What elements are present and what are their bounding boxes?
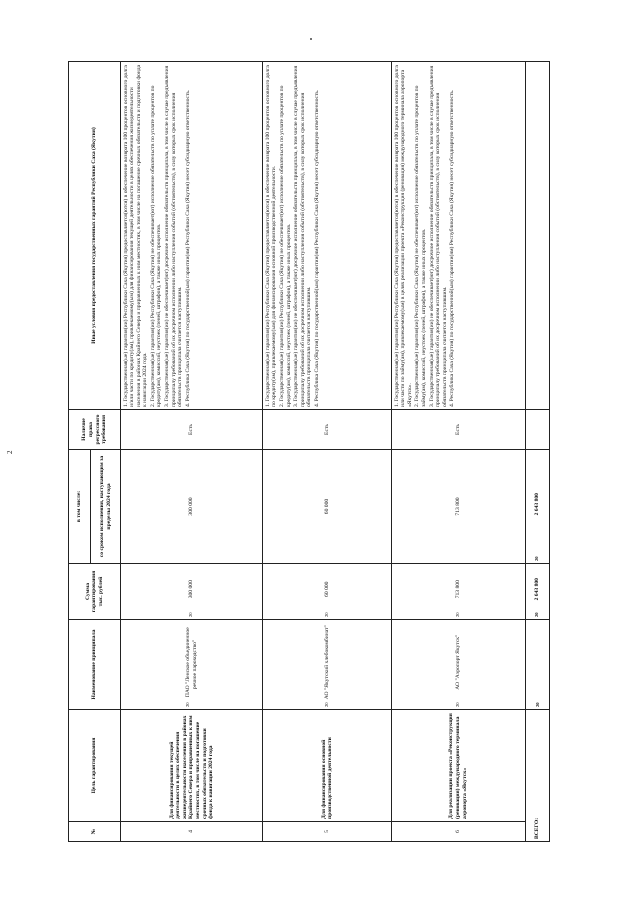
header-principal: Наименование принципала [69, 620, 121, 710]
table-row [121, 62, 263, 842]
total-row [525, 62, 549, 842]
row-sum-text: 60 000 [323, 581, 330, 597]
guarantees-table [68, 61, 550, 842]
row-regress: Есть [392, 410, 525, 450]
total-principal [525, 620, 549, 710]
row-conditions [263, 62, 392, 410]
row-sum [392, 564, 525, 620]
row-mark: 20 [455, 702, 461, 707]
header-num: № [69, 822, 121, 842]
total-label: ВСЕГО: [525, 710, 549, 842]
total-sum [525, 564, 549, 620]
condition-line: 4. Республика Саха (Якутия) по государственной(ым) гарантии(ям) Республики Саха (Якутия) несет субсидиарную ответственность. [449, 89, 456, 407]
condition-line: 1. Государственная(ые) гарантия(ии) Республики Саха (Якутия) предоставляется(ются) в обеспечение возврата 100 процентов основного долга или части по займу(ам), привлекаемому(ым) в целях реализации проекта «Реконструкция (реновация) международного терминала аэропорта «Якутск». [393, 65, 413, 407]
row-sum [263, 564, 392, 620]
row-conditions [121, 62, 263, 410]
row-goal: Для финансирования текущей деятельности в целях обеспечения жизнедеятельности населения в районах Крайнего Севера и приравненных к ним местностях, в том числе на погашение срочных обязательств и подготовки фонда к навигации 2024 года [121, 710, 263, 822]
table-row [392, 62, 525, 842]
rotated-page-content [68, 62, 550, 842]
header-incl: в том числе: [69, 450, 91, 564]
header-regress: Наличие права регрессного требования [69, 410, 121, 450]
row-principal-text: АО "Якутский хлебокомбинат" [323, 625, 330, 700]
row-sum [121, 564, 263, 620]
row-num: 6 [392, 822, 525, 842]
row-conditions [392, 62, 525, 410]
condition-line: 3. Государственная(ые) гарантия(ии) не обеспечивает(ют) досрочное исполнение обязательств принципала, в том числе в случае предъявления принципалу требований об их досрочном исполнении либо наступления событий (обстоятельств), в силу которых срок исполнения обязательств принципала считается наступившим. [293, 65, 313, 407]
header-sum: Сумма гарантирования тыс. рублей [69, 564, 121, 620]
header-goal: Цель гарантирования [69, 710, 121, 822]
row-principal-text: АО "Аэропорт Якутск" [455, 634, 462, 690]
condition-line: 4. Республика Саха (Якутия) по государственной(ым) гарантии(ям) Республики Саха (Якутия) несет субсидиарную ответственность. [184, 89, 191, 407]
total-conditions [525, 62, 549, 410]
total-term [525, 450, 549, 564]
row-num: 5 [263, 822, 392, 842]
condition-line: 3. Государственная(ые) гарантия(ии) не обеспечивает(ют) досрочное исполнение обязательств принципала, в том числе в случае предъявления принципалу требований об их досрочном исполнении либо наступления событий (обстоятельств), в силу которых срок исполнения обязательств принципала считается наступившим. [428, 65, 448, 407]
row-principal [121, 620, 263, 710]
row-mark: 20 [455, 612, 461, 617]
row-principal [263, 620, 392, 710]
table-row [263, 62, 392, 842]
row-term: 300 000 [121, 450, 263, 564]
row-goal: Для финансирования основной производственной деятельности [263, 710, 392, 822]
header-term-sub: со сроком исполнения, наступающим за пределы 2024 года [91, 450, 121, 564]
row-num: 4 [121, 822, 263, 842]
total-mark: 20 [533, 556, 539, 561]
condition-line: 2. Государственная(ые) гарантия(ии) Республики Саха (Якутия) не обеспечивает(ют) исполнение обязательств по уплате процентов по займу(ам), комиссий, неустоек (пеней, штрафов), а также иных процентов. [414, 85, 428, 407]
row-mark: 20 [323, 702, 329, 707]
total-mark: 20 [534, 702, 540, 707]
row-regress: Есть [263, 410, 392, 450]
total-term-text: 2 643 800 [533, 493, 540, 516]
row-principal-text: ПАО "Ленское объединенное речное пароходство" [185, 627, 198, 698]
row-sum-text: 713 800 [455, 580, 462, 599]
condition-line: 1. Государственная(ые) гарантия(ии) Республики Саха (Якутия) предоставляется(ются) в обеспечение возврата 100 процентов основного долга и/или части по кредиту(ам), привлекаемому(ым) для финансирования текущей деятельности в целях обеспечения жизнедеятельности населения в районах Крайнего Севера и приравненных к ним местностях, в том числе на погашение срочных обязательств и подготовки фонда к навигации 2024 года. [122, 64, 149, 407]
header-row [69, 62, 91, 842]
scan-speck [310, 38, 312, 40]
condition-line: 3. Государственная(ые) гарантия(ии) не обеспечивает(ют) досрочное исполнение обязательств принципала, в том числе в случае предъявления принципалу требований об их досрочном исполнении либо наступления событий (обстоятельств), в силу которых срок исполнения обязательств принципала считается наступившим. [164, 65, 184, 407]
row-term: 713 800 [392, 450, 525, 564]
row-mark: 20 [185, 702, 191, 707]
total-regress [525, 410, 549, 450]
total-mark: 20 [533, 612, 539, 617]
row-regress: Есть [121, 410, 263, 450]
condition-line: 1. Государственная(ые) гарантия(ии) Республики Саха (Якутия) предоставляется(ются) в обеспечение возврата 100 процентов основного долга по кредиту(ам), привлекаемому(ым) для финансирования основной производственной деятельности. [264, 65, 278, 407]
condition-line: 2. Государственная(ые) гарантия(ии) Республики Саха (Якутия) не обеспечивает(ют) исполнение обязательств по уплате процентов по кредиту(ам), комиссий, неустоек (пеней, штрафов), а также иных процентов. [278, 85, 292, 407]
row-goal: Для реализации проекта «Реконструкция (реновация) международного терминала аэропорта «Якутск» [392, 710, 525, 822]
row-principal [392, 620, 525, 710]
row-term: 60 000 [263, 450, 392, 564]
row-sum-text: 300 000 [188, 580, 195, 599]
total-sum-text: 2 643 800 [533, 578, 540, 601]
row-mark: 20 [188, 612, 194, 617]
condition-line: 2. Государственная(ые) гарантия(ии) Республики Саха (Якутия) не обеспечивает(ют) исполнение обязательств по уплате процентов по кредиту(ам), комиссий, неустоек (пеней, штрафов), а также иных процентов. [149, 85, 163, 407]
page-number: 2 [6, 450, 14, 454]
header-conditions: Иные условия предоставления государственных гарантий Республики Саха (Якутия) [69, 62, 121, 410]
row-mark: 20 [323, 612, 329, 617]
condition-line: 4. Республика Саха (Якутия) по государственной(ым) гарантии(ям) Республики Саха (Якутия) несет субсидиарную ответственность. [313, 89, 320, 407]
